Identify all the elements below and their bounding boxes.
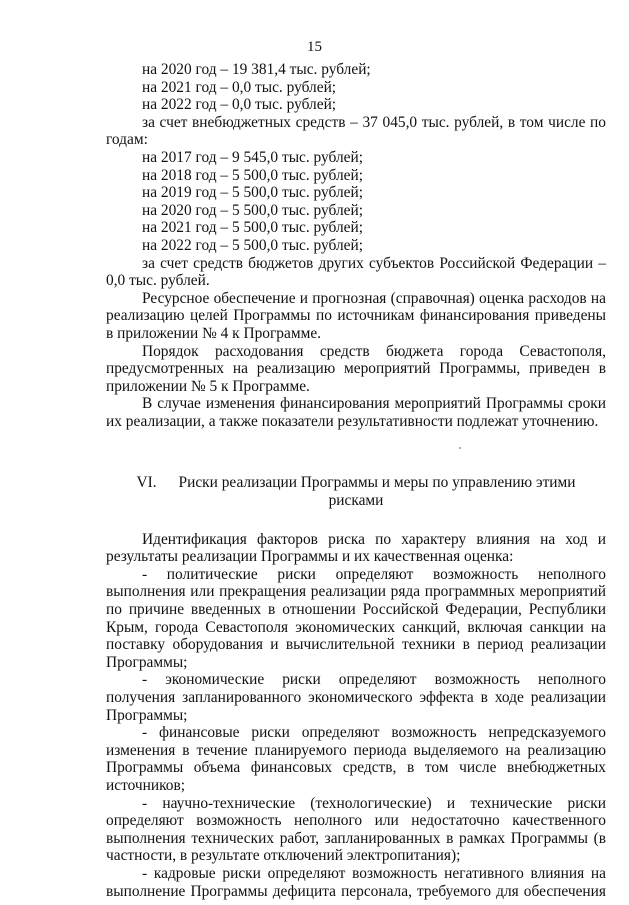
identification-paragraph: Идентификация факторов риска по характеру влияния на ход и результаты реализации Программы и их качественная оценка: bbox=[106, 530, 606, 566]
funding-line: на 2020 год – 19 381,4 тыс. рублей; bbox=[142, 61, 371, 78]
extrabudgetary-line: на 2022 год – 5 500,0 тыс. рублей; bbox=[142, 236, 364, 254]
extrabudgetary-line: на 2019 год – 5 500,0 тыс. рублей; bbox=[142, 184, 364, 202]
extrabudgetary-intro: за счет внебюджетных средств – 37 045,0 тыс. рублей, в том числе по годам: bbox=[106, 113, 606, 149]
section-heading bbox=[106, 474, 606, 509]
risk-item-financial: - финансовые риски определяют возможность непредсказуемого изменения в течение планируемого периода выделяемого на реализацию Программы объема финансовых средств, в том числе внебюджетных источников; bbox=[106, 724, 606, 794]
section-number: VI. bbox=[136, 474, 157, 492]
extrabudgetary-line: на 2021 год – 5 500,0 тыс. рублей; bbox=[142, 219, 364, 237]
section-title: Риски реализации Программы и меры по управлению этими рисками bbox=[178, 474, 576, 510]
page-number: 15 bbox=[307, 39, 322, 55]
risk-item-technical: - научно-технические (технологические) и технические риски определяют возможность неполного или недостаточно качественного выполнения технических работ, запланированных в рамках Программы (в частности, в результате отключений электропитания); bbox=[106, 794, 606, 865]
funding-line: на 2022 год – 0,0 тыс. рублей; bbox=[142, 96, 337, 114]
risk-item-personnel: - кадровые риски определяют возможность негативного влияния на выполнение Программы дефицита персонала, требуемого для обеспечения bbox=[106, 864, 606, 900]
resource-paragraph: Ресурсное обеспечение и прогнозная (справочная) оценка расходов на реализацию целей Программы по источникам финансирования приведены в приложении № 4 к Программе. bbox=[106, 289, 606, 342]
extrabudgetary-line: на 2018 год – 5 500,0 тыс. рублей; bbox=[142, 166, 364, 184]
spending-paragraph: Порядок расходования средств бюджета города Севастополя, предусмотренных на реализацию мероприятий Программы, приведен в приложении № 5 к Программе. bbox=[106, 342, 606, 395]
document-body bbox=[106, 61, 606, 900]
other-subjects-paragraph: за счет средств бюджетов других субъектов Российской Федерации – 0,0 тыс. рублей. bbox=[106, 254, 606, 290]
change-paragraph: В случае изменения финансирования мероприятий Программы сроки их реализации, а также показатели результативности подлежат уточнению. bbox=[106, 395, 606, 430]
risk-item-political: - политические риски определяют возможность неполного выполнения или прекращения реализации ряда программных мероприятий по причине введенных в отношении Российской Федерации, Республики Крым, города Севастополя экономических санкций, включая санкции на поставку оборудования и вычислительной техники в период реализации Программы; bbox=[106, 565, 606, 671]
extrabudgetary-line: на 2020 год – 5 500,0 тыс. рублей; bbox=[142, 201, 364, 219]
section-spacer bbox=[106, 430, 606, 474]
risk-item-economic: - экономические риски определяют возможность неполного получения запланированного экономического эффекта в ходе реализации Программы; bbox=[106, 671, 606, 724]
extrabudgetary-line: на 2017 год – 9 545,0 тыс. рублей; bbox=[142, 148, 364, 166]
funding-line: на 2021 год – 0,0 тыс. рублей; bbox=[142, 78, 337, 96]
heading-spacer bbox=[106, 510, 606, 531]
